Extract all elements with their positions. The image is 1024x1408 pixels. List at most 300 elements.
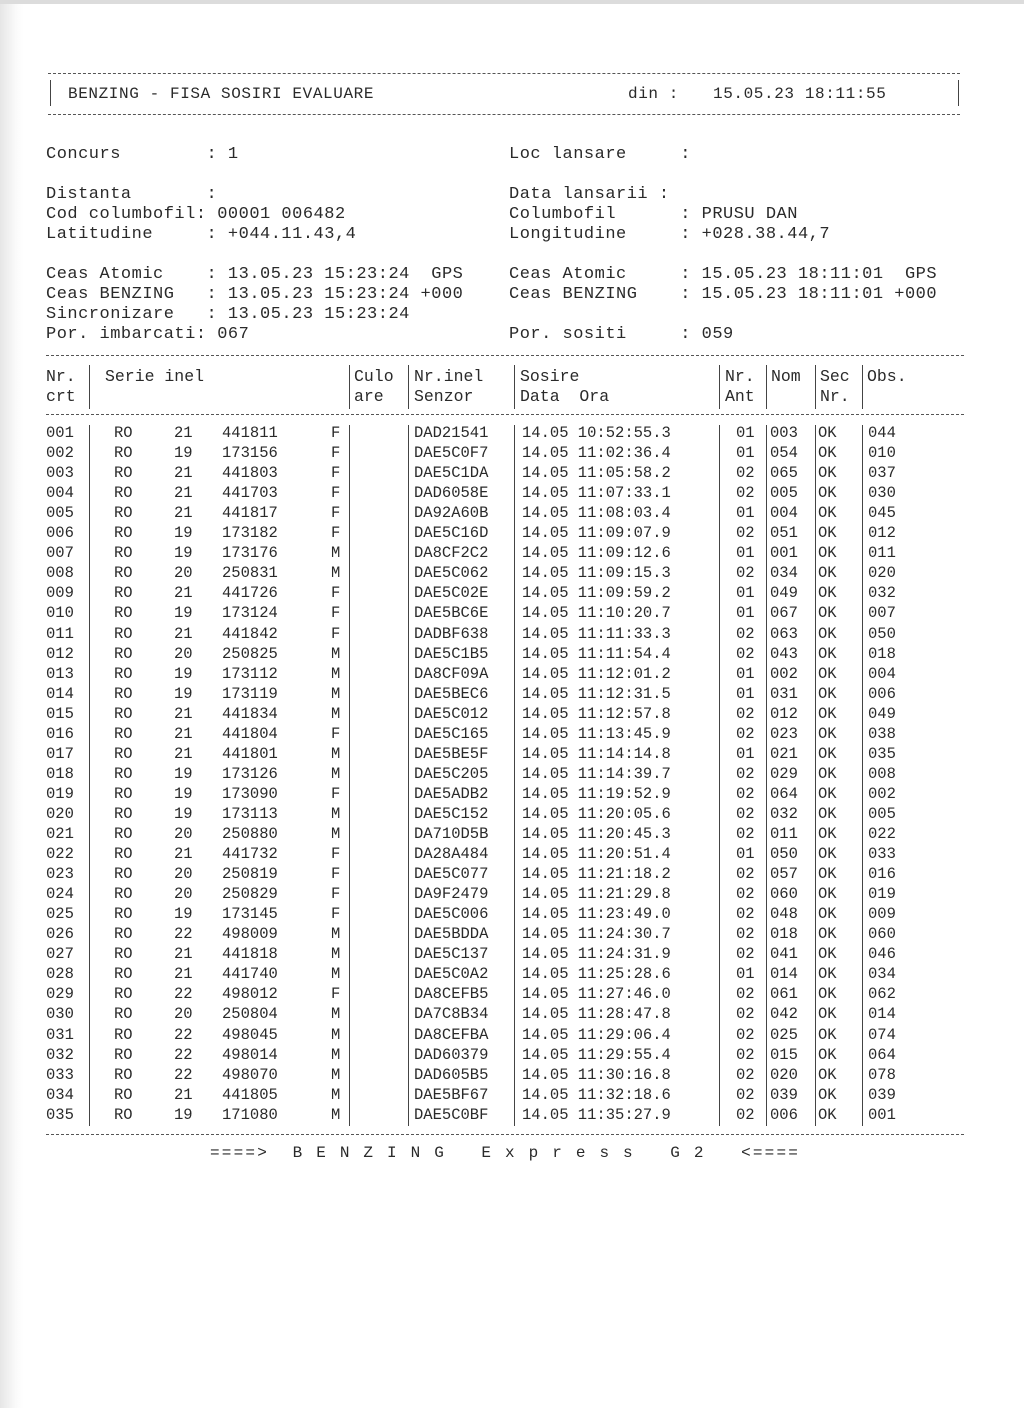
sec-nr-cell: OK xyxy=(818,885,837,904)
sensor-id-cell: DAE5C165 xyxy=(414,724,489,743)
nr-ant-cell: 02 xyxy=(736,464,755,483)
country-cell: RO xyxy=(114,484,133,503)
country-cell: RO xyxy=(114,1105,133,1124)
country-cell: RO xyxy=(114,1005,133,1024)
sec-nr-cell: OK xyxy=(818,664,837,683)
sensor-id-cell: DAE5C062 xyxy=(414,564,489,583)
sex-cell: M xyxy=(331,1085,341,1104)
sec-nr-cell: OK xyxy=(818,1045,837,1064)
ring-number-cell: 250825 xyxy=(222,644,278,663)
nr-ant-cell: 02 xyxy=(736,925,755,944)
arrival-time-cell: 14.05 11:09:07.9 xyxy=(522,524,671,543)
arrival-time-cell: 14.05 11:11:54.4 xyxy=(522,644,671,663)
obs-cell: 032 xyxy=(868,584,896,603)
sec-nr-cell: OK xyxy=(818,624,837,643)
arrival-time-cell: 14.05 11:21:29.8 xyxy=(522,885,671,904)
sex-cell: M xyxy=(331,804,341,823)
country-cell: RO xyxy=(114,584,133,603)
arrival-time-cell: 14.05 11:24:30.7 xyxy=(522,925,671,944)
table-row xyxy=(46,1004,966,1024)
nom-cell: 034 xyxy=(770,564,798,583)
year-cell: 22 xyxy=(174,985,193,1004)
country-cell: RO xyxy=(114,524,133,543)
sensor-id-cell: DAE5C1B5 xyxy=(414,644,489,663)
sex-cell: M xyxy=(331,664,341,683)
sensor-id-cell: DAE5BC6E xyxy=(414,604,489,623)
sex-cell: F xyxy=(331,444,341,463)
year-cell: 21 xyxy=(174,724,193,743)
row-nr-cell: 010 xyxy=(46,604,74,623)
table-row xyxy=(46,483,966,503)
table-row xyxy=(46,944,966,964)
obs-cell: 037 xyxy=(868,464,896,483)
arrival-time-cell: 14.05 11:14:39.7 xyxy=(522,764,671,783)
sensor-id-cell: DAE5C16D xyxy=(414,524,489,543)
sensor-id-cell: DAE5C0F7 xyxy=(414,444,489,463)
scan-top-edge xyxy=(0,0,1024,4)
nr-ant-cell: 02 xyxy=(736,1045,755,1064)
ring-number-cell: 250829 xyxy=(222,885,278,904)
sensor-id-cell: DAD21541 xyxy=(414,424,489,442)
sec-nr-cell: OK xyxy=(818,584,837,603)
sec-nr-cell: OK xyxy=(818,564,837,583)
table-row xyxy=(46,764,966,784)
arrival-time-cell: 14.05 11:08:03.4 xyxy=(522,504,671,523)
row-nr-cell: 022 xyxy=(46,845,74,864)
sec-nr-cell: OK xyxy=(818,784,837,803)
loc-lansare-field: Loc lansare : xyxy=(509,145,691,164)
col-nom-header: Nom xyxy=(771,367,801,386)
country-cell: RO xyxy=(114,905,133,924)
obs-cell: 039 xyxy=(868,1085,896,1104)
arrival-time-cell: 14.05 11:20:05.6 xyxy=(522,804,671,823)
table-row xyxy=(46,1065,966,1085)
sec-nr-cell: OK xyxy=(818,1105,837,1124)
ring-number-cell: 173126 xyxy=(222,764,278,783)
ring-number-cell: 498009 xyxy=(222,925,278,944)
row-nr-cell: 024 xyxy=(46,885,74,904)
year-cell: 21 xyxy=(174,704,193,723)
nr-ant-cell: 01 xyxy=(736,744,755,763)
nom-cell: 025 xyxy=(770,1025,798,1044)
nr-ant-cell: 02 xyxy=(736,564,755,583)
nom-cell: 064 xyxy=(770,784,798,803)
row-nr-cell: 021 xyxy=(46,825,74,843)
country-cell: RO xyxy=(114,945,133,964)
nom-cell: 012 xyxy=(770,704,798,723)
sensor-id-cell: DAD60379 xyxy=(414,1045,489,1064)
col-nr-header: Nr. xyxy=(46,367,76,386)
por-imbarcati-field: Por. imbarcati: 067 xyxy=(46,325,250,344)
nom-cell: 067 xyxy=(770,604,798,623)
table-row xyxy=(46,704,966,724)
row-nr-cell: 001 xyxy=(46,424,74,442)
table-row xyxy=(46,884,966,904)
nr-ant-cell: 02 xyxy=(736,1025,755,1044)
obs-cell: 064 xyxy=(868,1045,896,1064)
arrival-time-cell: 14.05 11:35:27.9 xyxy=(522,1105,671,1124)
country-cell: RO xyxy=(114,724,133,743)
ring-number-cell: 173182 xyxy=(222,524,278,543)
nom-cell: 011 xyxy=(770,825,798,843)
sec-nr-cell: OK xyxy=(818,1025,837,1044)
sex-cell: M xyxy=(331,925,341,944)
col-crt-header: crt xyxy=(46,387,76,406)
sec-nr-cell: OK xyxy=(818,764,837,783)
table-row xyxy=(46,864,966,884)
country-cell: RO xyxy=(114,965,133,984)
nom-cell: 014 xyxy=(770,965,798,984)
obs-cell: 016 xyxy=(868,865,896,884)
sex-cell: M xyxy=(331,1005,341,1024)
row-nr-cell: 026 xyxy=(46,925,74,944)
col-obs-header: Obs. xyxy=(867,367,907,386)
col-sec-header: Sec xyxy=(820,367,850,386)
table-row xyxy=(46,523,966,543)
ring-number-cell: 250880 xyxy=(222,825,278,843)
sex-cell: M xyxy=(331,965,341,984)
nr-ant-cell: 02 xyxy=(736,1005,755,1024)
col-senzor-header: Senzor xyxy=(414,387,474,406)
benzing-footer: ====> B E N Z I N G E x p r e s s G 2 <==== xyxy=(210,1144,801,1162)
obs-cell: 038 xyxy=(868,724,896,743)
table-row xyxy=(46,684,966,704)
table-row xyxy=(46,624,966,644)
arrival-time-cell: 14.05 11:11:33.3 xyxy=(522,624,671,643)
obs-cell: 078 xyxy=(868,1065,896,1084)
nr-ant-cell: 02 xyxy=(736,644,755,663)
country-cell: RO xyxy=(114,1085,133,1104)
ring-number-cell: 498014 xyxy=(222,1045,278,1064)
row-nr-cell: 029 xyxy=(46,985,74,1004)
arrival-time-cell: 14.05 11:07:33.1 xyxy=(522,484,671,503)
sex-cell: M xyxy=(331,1025,341,1044)
ring-number-cell: 173112 xyxy=(222,664,278,683)
table-row xyxy=(46,423,966,443)
sec-nr-cell: OK xyxy=(818,925,837,944)
por-sositi-field: Por. sositi : 059 xyxy=(509,325,734,344)
ceas-benzing-start: Ceas BENZING : 13.05.23 15:23:24 +000 xyxy=(46,285,464,304)
nr-ant-cell: 02 xyxy=(736,784,755,803)
obs-cell: 035 xyxy=(868,744,896,763)
table-row xyxy=(46,503,966,523)
obs-cell: 074 xyxy=(868,1025,896,1044)
table-row xyxy=(46,824,966,844)
arrival-time-cell: 14.05 11:19:52.9 xyxy=(522,784,671,803)
sex-cell: F xyxy=(331,464,341,483)
row-nr-cell: 018 xyxy=(46,764,74,783)
sensor-id-cell: DAE5C02E xyxy=(414,584,489,603)
obs-cell: 008 xyxy=(868,764,896,783)
row-nr-cell: 020 xyxy=(46,804,74,823)
sex-cell: M xyxy=(331,1065,341,1084)
nr-ant-cell: 02 xyxy=(736,1085,755,1104)
ring-number-cell: 173145 xyxy=(222,905,278,924)
arrival-time-cell: 14.05 11:05:58.2 xyxy=(522,464,671,483)
sensor-id-cell: DAE5C006 xyxy=(414,905,489,924)
country-cell: RO xyxy=(114,784,133,803)
nr-ant-cell: 01 xyxy=(736,604,755,623)
year-cell: 21 xyxy=(174,584,193,603)
year-cell: 19 xyxy=(174,1105,193,1124)
ring-number-cell: 441801 xyxy=(222,744,278,763)
nom-cell: 057 xyxy=(770,865,798,884)
obs-cell: 020 xyxy=(868,564,896,583)
sex-cell: F xyxy=(331,584,341,603)
sec-nr-cell: OK xyxy=(818,1065,837,1084)
country-cell: RO xyxy=(114,424,133,442)
ring-number-cell: 441834 xyxy=(222,704,278,723)
year-cell: 19 xyxy=(174,784,193,803)
cod-columbofil-field: Cod columbofil: 00001 006482 xyxy=(46,205,346,224)
sec-nr-cell: OK xyxy=(818,1085,837,1104)
arrival-time-cell: 14.05 11:23:49.0 xyxy=(522,905,671,924)
nr-ant-cell: 02 xyxy=(736,724,755,743)
ring-number-cell: 173176 xyxy=(222,544,278,563)
sec-nr-cell: OK xyxy=(818,704,837,723)
distanta-field: Distanta : xyxy=(46,185,218,204)
obs-cell: 033 xyxy=(868,845,896,864)
sensor-id-cell: DA28A484 xyxy=(414,845,489,864)
arrival-time-cell: 14.05 11:28:47.8 xyxy=(522,1005,671,1024)
sensor-id-cell: DA8CF2C2 xyxy=(414,544,489,563)
country-cell: RO xyxy=(114,544,133,563)
arrival-time-cell: 14.05 11:29:55.4 xyxy=(522,1045,671,1064)
table-row xyxy=(46,583,966,603)
scan-left-edge xyxy=(0,0,24,1408)
table-row xyxy=(46,443,966,463)
sex-cell: M xyxy=(331,564,341,583)
nom-cell: 049 xyxy=(770,584,798,603)
year-cell: 20 xyxy=(174,885,193,904)
ceas-atomic-start: Ceas Atomic : 13.05.23 15:23:24 GPS xyxy=(46,265,464,284)
obs-cell: 002 xyxy=(868,784,896,803)
col-nr-inel-header: Nr.inel xyxy=(414,367,484,386)
row-nr-cell: 014 xyxy=(46,684,74,703)
sex-cell: M xyxy=(331,744,341,763)
sex-cell: F xyxy=(331,624,341,643)
sex-cell: F xyxy=(331,724,341,743)
table-row xyxy=(46,1105,966,1125)
ring-number-cell: 250819 xyxy=(222,865,278,884)
year-cell: 22 xyxy=(174,1025,193,1044)
sensor-id-cell: DAD6058E xyxy=(414,484,489,503)
row-nr-cell: 013 xyxy=(46,664,74,683)
nom-cell: 041 xyxy=(770,945,798,964)
row-nr-cell: 017 xyxy=(46,744,74,763)
nr-ant-cell: 01 xyxy=(736,504,755,523)
nr-ant-cell: 02 xyxy=(736,905,755,924)
year-cell: 19 xyxy=(174,905,193,924)
nr-ant-cell: 02 xyxy=(736,1065,755,1084)
col-culoare-header-2: are xyxy=(354,387,384,406)
ring-number-cell: 173124 xyxy=(222,604,278,623)
year-cell: 22 xyxy=(174,1045,193,1064)
nom-cell: 029 xyxy=(770,764,798,783)
sensor-id-cell: DA710D5B xyxy=(414,825,489,843)
arrival-time-cell: 14.05 11:27:46.0 xyxy=(522,985,671,1004)
nom-cell: 043 xyxy=(770,644,798,663)
year-cell: 19 xyxy=(174,764,193,783)
sec-nr-cell: OK xyxy=(818,945,837,964)
arrival-time-cell: 14.05 11:24:31.9 xyxy=(522,945,671,964)
nom-cell: 060 xyxy=(770,885,798,904)
data-lansarii-field: Data lansarii : xyxy=(509,185,670,204)
nr-ant-cell: 01 xyxy=(736,424,755,442)
nr-ant-cell: 02 xyxy=(736,885,755,904)
nom-cell: 061 xyxy=(770,985,798,1004)
obs-cell: 018 xyxy=(868,644,896,663)
col-data-ora-header: Data Ora xyxy=(520,387,610,406)
sec-nr-cell: OK xyxy=(818,484,837,503)
ring-number-cell: 250831 xyxy=(222,564,278,583)
arrival-time-cell: 14.05 11:21:18.2 xyxy=(522,865,671,884)
year-cell: 19 xyxy=(174,444,193,463)
col-sosire-header: Sosire xyxy=(520,367,580,386)
year-cell: 20 xyxy=(174,825,193,843)
table-row xyxy=(46,1085,966,1105)
sex-cell: M xyxy=(331,684,341,703)
arrival-time-cell: 14.05 11:14:14.8 xyxy=(522,744,671,763)
year-cell: 19 xyxy=(174,524,193,543)
sensor-id-cell: DA8CF09A xyxy=(414,664,489,683)
country-cell: RO xyxy=(114,464,133,483)
arrival-time-cell: 14.05 11:09:59.2 xyxy=(522,584,671,603)
year-cell: 22 xyxy=(174,1065,193,1084)
table-row xyxy=(46,644,966,664)
nom-cell: 002 xyxy=(770,664,798,683)
ceas-benzing-end: Ceas BENZING : 15.05.23 18:11:01 +000 xyxy=(509,285,938,304)
country-cell: RO xyxy=(114,845,133,864)
sec-nr-cell: OK xyxy=(818,424,837,442)
row-nr-cell: 006 xyxy=(46,524,74,543)
arrival-time-cell: 14.05 11:29:06.4 xyxy=(522,1025,671,1044)
col-culoare-header: Culo xyxy=(354,367,394,386)
row-nr-cell: 023 xyxy=(46,865,74,884)
row-nr-cell: 034 xyxy=(46,1085,74,1104)
year-cell: 21 xyxy=(174,624,193,643)
year-cell: 22 xyxy=(174,925,193,944)
sec-nr-cell: OK xyxy=(818,724,837,743)
sensor-id-cell: DA92A60B xyxy=(414,504,489,523)
nr-ant-cell: 01 xyxy=(736,684,755,703)
ring-number-cell: 441817 xyxy=(222,504,278,523)
sex-cell: F xyxy=(331,905,341,924)
sex-cell: M xyxy=(331,644,341,663)
nom-cell: 020 xyxy=(770,1065,798,1084)
row-nr-cell: 003 xyxy=(46,464,74,483)
year-cell: 21 xyxy=(174,484,193,503)
table-row xyxy=(46,964,966,984)
nr-ant-cell: 02 xyxy=(736,764,755,783)
sec-nr-cell: OK xyxy=(818,544,837,563)
ring-number-cell: 441740 xyxy=(222,965,278,984)
table-bottom-rule xyxy=(46,1134,964,1135)
sex-cell: F xyxy=(331,885,341,904)
latitudine-field: Latitudine : +044.11.43,4 xyxy=(46,225,357,244)
report-datetime: 15.05.23 18:11:55 xyxy=(713,85,887,103)
arrival-time-cell: 14.05 11:12:57.8 xyxy=(522,704,671,723)
arrival-time-cell: 14.05 11:02:36.4 xyxy=(522,444,671,463)
arrival-time-cell: 14.05 11:13:45.9 xyxy=(522,724,671,743)
sensor-id-cell: DAE5C137 xyxy=(414,945,489,964)
nom-cell: 015 xyxy=(770,1045,798,1064)
obs-cell: 012 xyxy=(868,524,896,543)
table-row xyxy=(46,603,966,623)
arrival-time-cell: 14.05 10:52:55.3 xyxy=(522,424,671,442)
date-label: din : xyxy=(628,85,680,103)
sensor-id-cell: DAE5BF67 xyxy=(414,1085,489,1104)
row-nr-cell: 027 xyxy=(46,945,74,964)
sex-cell: F xyxy=(331,424,341,442)
row-nr-cell: 028 xyxy=(46,965,74,984)
sensor-id-cell: DAE5C1DA xyxy=(414,464,489,483)
country-cell: RO xyxy=(114,885,133,904)
nom-cell: 023 xyxy=(770,724,798,743)
ring-number-cell: 441732 xyxy=(222,845,278,864)
sec-nr-cell: OK xyxy=(818,825,837,843)
sensor-id-cell: DA8CEFB5 xyxy=(414,985,489,1004)
sex-cell: M xyxy=(331,1105,341,1124)
table-row xyxy=(46,724,966,744)
nom-cell: 054 xyxy=(770,444,798,463)
ring-number-cell: 173119 xyxy=(222,684,278,703)
row-nr-cell: 035 xyxy=(46,1105,74,1124)
nr-ant-cell: 01 xyxy=(736,845,755,864)
nom-cell: 032 xyxy=(770,804,798,823)
table-row xyxy=(46,804,966,824)
nr-ant-cell: 02 xyxy=(736,484,755,503)
sex-cell: M xyxy=(331,544,341,563)
table-row xyxy=(46,784,966,804)
row-nr-cell: 025 xyxy=(46,905,74,924)
obs-cell: 006 xyxy=(868,684,896,703)
sex-cell: F xyxy=(331,784,341,803)
nr-ant-cell: 01 xyxy=(736,444,755,463)
sex-cell: F xyxy=(331,604,341,623)
country-cell: RO xyxy=(114,624,133,643)
sec-nr-cell: OK xyxy=(818,965,837,984)
year-cell: 21 xyxy=(174,464,193,483)
ring-number-cell: 441726 xyxy=(222,584,278,603)
row-nr-cell: 011 xyxy=(46,624,74,643)
year-cell: 21 xyxy=(174,504,193,523)
sensor-id-cell: DA8CEFBA xyxy=(414,1025,489,1044)
nr-ant-cell: 02 xyxy=(736,865,755,884)
sex-cell: F xyxy=(331,845,341,864)
obs-cell: 034 xyxy=(868,965,896,984)
arrival-time-cell: 14.05 11:09:15.3 xyxy=(522,564,671,583)
nom-cell: 003 xyxy=(770,424,798,442)
sensor-id-cell: DAE5C0BF xyxy=(414,1105,489,1124)
sec-nr-cell: OK xyxy=(818,464,837,483)
table-row xyxy=(46,924,966,944)
table-row xyxy=(46,984,966,1004)
obs-cell: 060 xyxy=(868,925,896,944)
nom-cell: 001 xyxy=(770,544,798,563)
ring-number-cell: 250804 xyxy=(222,1005,278,1024)
ceas-atomic-end: Ceas Atomic : 15.05.23 18:11:01 GPS xyxy=(509,265,938,284)
country-cell: RO xyxy=(114,1045,133,1064)
columbofil-field: Columbofil : PRUSU DAN xyxy=(509,205,798,224)
year-cell: 21 xyxy=(174,424,193,442)
ring-number-cell: 441818 xyxy=(222,945,278,964)
country-cell: RO xyxy=(114,1025,133,1044)
sensor-id-cell: DAE5ADB2 xyxy=(414,784,489,803)
table-row xyxy=(46,844,966,864)
year-cell: 20 xyxy=(174,865,193,884)
obs-cell: 049 xyxy=(868,704,896,723)
